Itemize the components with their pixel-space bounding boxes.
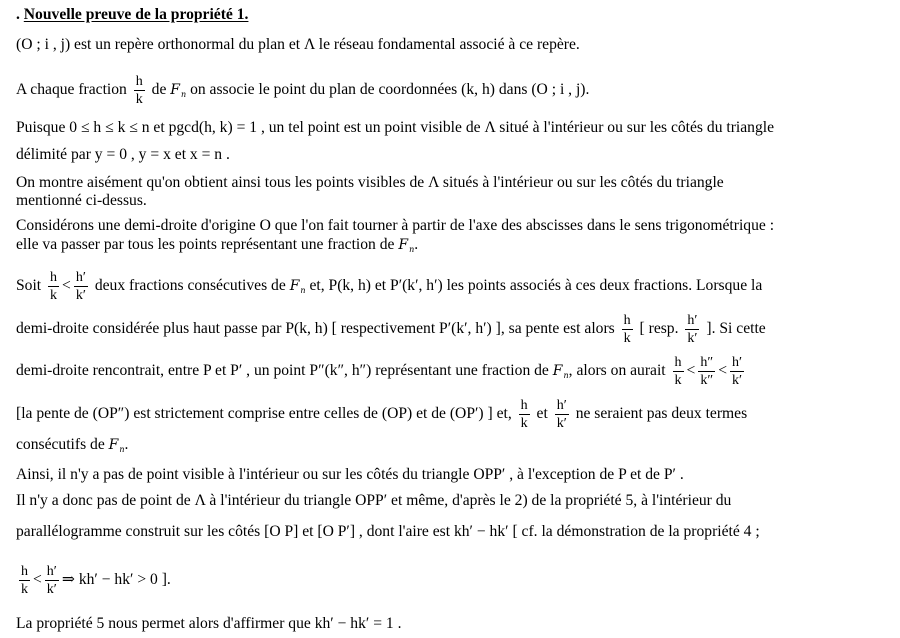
paragraph-all-points-1: On montre aisément qu'on obtient ainsi tous les points visibles de Λ situés à l'intérieur ou sur les côtés du triangle — [16, 174, 724, 191]
text-d: dans — [498, 81, 528, 99]
paragraph-no-lattice-point: Il n'y a donc pas de point de Λ à l'intérieur du triangle OPP′ et même, d'après le 2) de la propriété 5, à l'intérieur du — [16, 492, 732, 509]
paragraph-frame — [16, 36, 580, 54]
paragraph-visible-1: Puisque 0 ≤ h ≤ k ≤ n et pgcd(h, k) = 1 , un tel point est un point visible de Λ situé à l'intérieur ou sur les côtés du triangle — [16, 119, 775, 136]
heading: . Nouvelle preuve de la propriété 1. — [16, 6, 249, 23]
fraction-h-k: $\frac{h}{k}$ — [135, 74, 143, 107]
farey-set: $F_n$ — [170, 82, 187, 100]
paragraph-no-visible-point: Ainsi, il n'y a pas de point visible à l'intérieur ou sur les côtés du triangle OPP′ , à l'exception de P et de P′ . — [16, 466, 684, 483]
frame-notation: (O ; i , j) — [16, 36, 71, 53]
frame-text: est un repère orthonormal du plan et Λ le réseau fondamental associé à ce repère. — [74, 36, 580, 53]
fraction-hp-kp: $\frac{h'}{k'}$ — [75, 270, 86, 303]
paragraph-visible-2: délimité par y = 0 , y = x et x = n . — [16, 146, 230, 163]
paragraph-slope: demi-droite considérée plus haut passe par P(k, h) [ respectivement P′(k′, h′) ], sa pente est alors $\frac{h}{k}$ [ resp. $\frac{h'}{k'}$ ]. Si cette — [16, 313, 766, 346]
paragraph-conclusion: La propriété 5 nous permet alors d'affirmer que kh′ − hk′ = 1 . — [16, 615, 402, 632]
paragraph-fraction-point — [16, 74, 589, 110]
paragraph-half-line-1: Considérons une demi-droite d'origine O que l'on fait tourner à partir de l'axe des abscisses dans le sens trigonométrique : — [16, 217, 775, 234]
paragraph-inequality: $\frac{h}{k}$ < $\frac{h'}{k'}$ ⇒ kh′ − hk′ > 0 ]. — [21, 564, 171, 597]
paragraph-parallelogram: parallélogramme construit sur les côtés [O P] et [O P′] , dont l'aire est kh′ − hk′ [ cf. la démonstration de la propriété 4 ; — [16, 523, 760, 540]
text-a: A chaque fraction — [16, 81, 127, 99]
paragraph-half-line-2: elle va passer par tous les points représentant une fraction de $F_n$. — [16, 236, 419, 254]
text-b: de — [151, 81, 167, 99]
paragraph-consecutive-end: consécutifs de $F_n$. — [16, 436, 129, 454]
paragraph-consecutive: Soit $\frac{h}{k}$ < $\frac{h'}{k'}$ deux fractions consécutives de $F_n$ et, P(k, h) et P′(k′, h′) les points associés à ces deux fractions. Lorsque la — [16, 270, 763, 303]
frame-notation-2: (O ; i , j). — [531, 81, 590, 99]
paragraph-between: demi-droite rencontrait, entre P et P′ , un point P″(k″, h″) représentant une fraction de $F_n$, alors on aurait $\frac{h}{k}$ < $\frac{h''}{k''}$ < $\frac{h'}{k'}$ — [16, 355, 743, 388]
fraction-h-k-2: $\frac{h}{k}$ — [50, 270, 58, 303]
coords: (k, h) — [461, 81, 495, 99]
paragraph-slope-compare: [la pente de (OP″) est strictement comprise entre celles de (OP) et de (OP′) ] et, $\frac{h}{k}$ et $\frac{h'}{k'}$ ne seraient pas deux termes — [16, 398, 748, 431]
page-title: Nouvelle preuve de la propriété 1. — [23, 6, 249, 23]
text-c: on associe le point du plan de coordonnées — [190, 81, 458, 99]
paragraph-all-points-2: mentionné ci-dessus. — [16, 192, 147, 209]
